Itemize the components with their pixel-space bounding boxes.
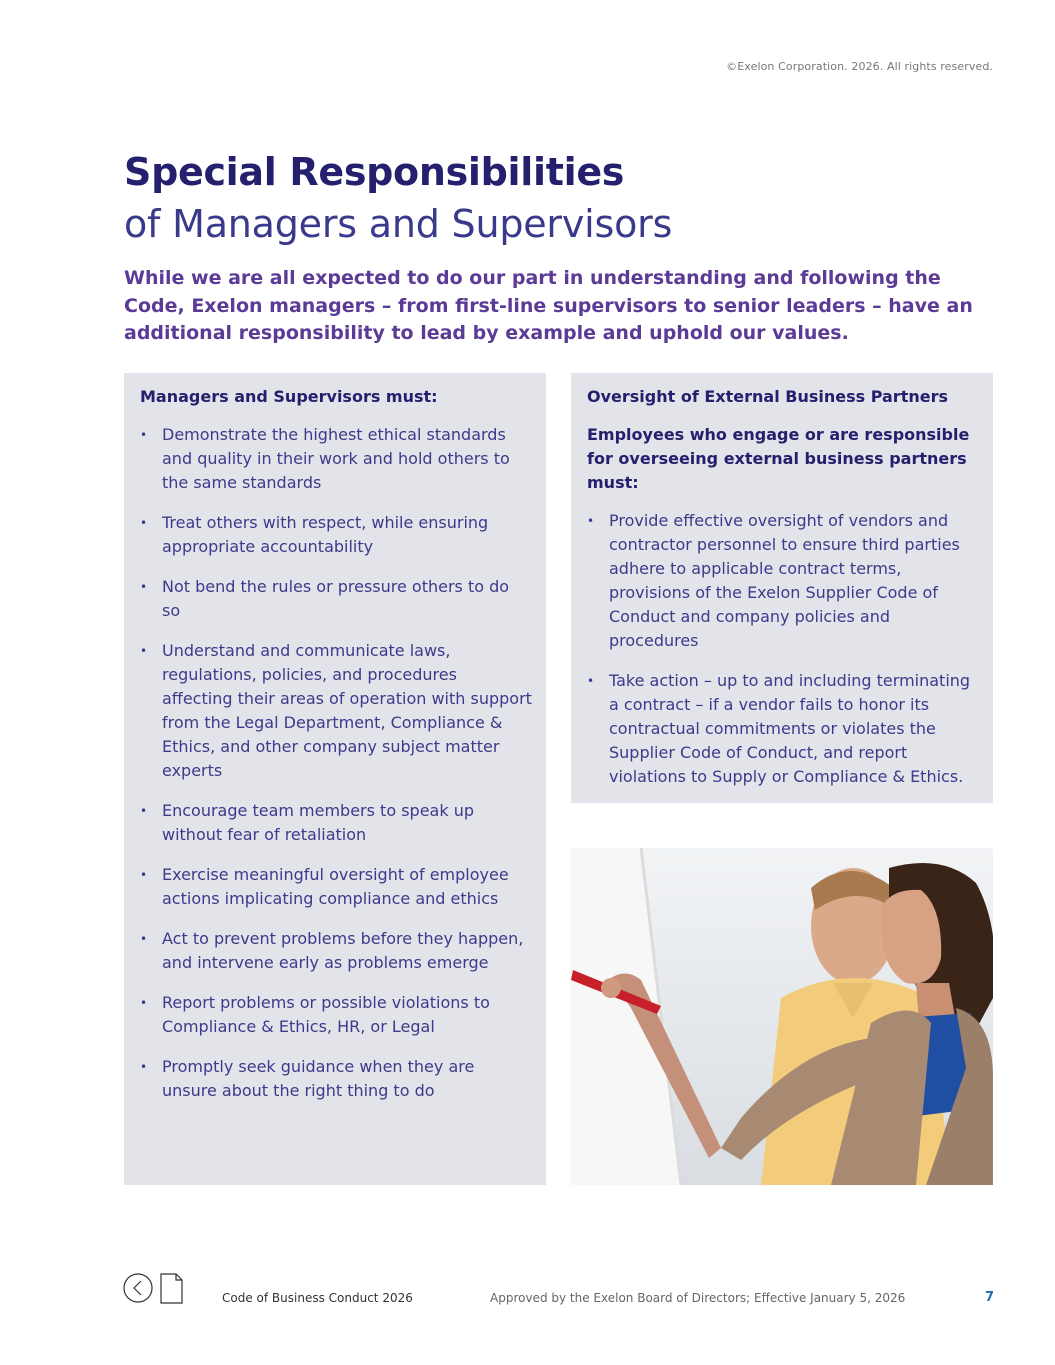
list-item-text: Not bend the rules or pressure others to do so (162, 577, 510, 620)
list-item-text: Report problems or possible violations to Compliance & Ethics, HR, or Legal (162, 993, 490, 1036)
list-item-text: Exercise meaningful oversight of employee actions implicating compliance and ethics (162, 865, 509, 908)
list-item: • Report problems or possible violations to Compliance & Ethics, HR, or Legal (140, 993, 490, 1036)
oversight-panel (571, 373, 993, 803)
list-item-text: Promptly seek guidance when they are unsure about the right thing to do (162, 1057, 475, 1100)
oversight-heading: Oversight of External Business Partners (587, 387, 948, 406)
list-item: • Encourage team members to speak up without fear of retaliation (140, 801, 474, 844)
chevron-left-icon[interactable] (124, 1274, 152, 1302)
list-item: • Provide effective oversight of vendors and contractor personnel to ensure third parties adhere to applicable contract terms, provisions of the Exelon Supplier Code of Conduct and company policies and procedures (587, 511, 960, 650)
document-icon[interactable] (161, 1274, 182, 1303)
list-item: • Act to prevent problems before they happen, and intervene early as problems emerge (140, 929, 524, 972)
list-item-text: Encourage team members to speak up without fear of retaliation (162, 801, 474, 844)
copyright-notice: ©Exelon Corporation. 2026. All rights reserved. (726, 60, 993, 73)
approval-note: Approved by the Exelon Board of Directors; Effective January 5, 2026 (490, 1291, 906, 1305)
list-item: • Promptly seek guidance when they are unsure about the right thing to do (140, 1057, 475, 1100)
team-photo (571, 848, 993, 1185)
intro-paragraph: While we are all expected to do our part in understanding and following the Code, Exelon managers – from first-line supervisors to senior leaders – have an additional responsibility to lead by example and uphold our values. (124, 267, 973, 344)
list-item-text: Take action – up to and including terminating a contract – if a vendor fails to honor its contractual commitments or violates the Supplier Code of Conduct, and report violations to Supply or Compliance & Ethics. (609, 671, 971, 786)
list-item: • Exercise meaningful oversight of employee actions implicating compliance and ethics (140, 865, 509, 908)
managers-list (140, 423, 532, 1103)
managers-panel (124, 373, 546, 1185)
footer-navigation (123, 1273, 187, 1311)
list-item: • Not bend the rules or pressure others to do so (140, 577, 510, 620)
list-item-text: Act to prevent problems before they happen, and intervene early as problems emerge (162, 929, 524, 972)
list-item: • Treat others with respect, while ensuring appropriate accountability (140, 513, 489, 556)
list-item-text: Treat others with respect, while ensuring appropriate accountability (162, 513, 489, 556)
list-item-text: Understand and communicate laws, regulations, policies, and procedures affecting their areas of operation with support from the Legal Department, Compliance & Ethics, and other company subject matter experts (162, 641, 532, 780)
page-title: Special Responsibilities (124, 150, 625, 194)
oversight-subheading: Employees who engage or are responsible for overseeing external business partners must: (587, 425, 970, 492)
page-number: 7 (985, 1290, 995, 1305)
list-item: • Take action – up to and including terminating a contract – if a vendor fails to honor its contractual commitments or violates the Supplier Code of Conduct, and report violations to Supply or Compliance & Ethics. (587, 671, 971, 786)
document-title: Code of Business Conduct 2026 (222, 1291, 413, 1305)
managers-heading: Managers and Supervisors must: (140, 387, 438, 406)
list-item: • Understand and communicate laws, regulations, policies, and procedures affecting their areas of operation with support from the Legal Department, Compliance & Ethics, and other company subject matter experts (140, 641, 532, 780)
list-item-text: Provide effective oversight of vendors and contractor personnel to ensure third parties adhere to applicable contract terms, provisions of the Exelon Supplier Code of Conduct and company policies and procedures (609, 511, 960, 650)
list-item: • Demonstrate the highest ethical standards and quality in their work and hold others to the same standards (140, 425, 510, 492)
list-item-text: Demonstrate the highest ethical standards and quality in their work and hold others to the same standards (162, 425, 510, 492)
page-subtitle: of Managers and Supervisors (124, 202, 673, 246)
oversight-list (587, 509, 981, 789)
